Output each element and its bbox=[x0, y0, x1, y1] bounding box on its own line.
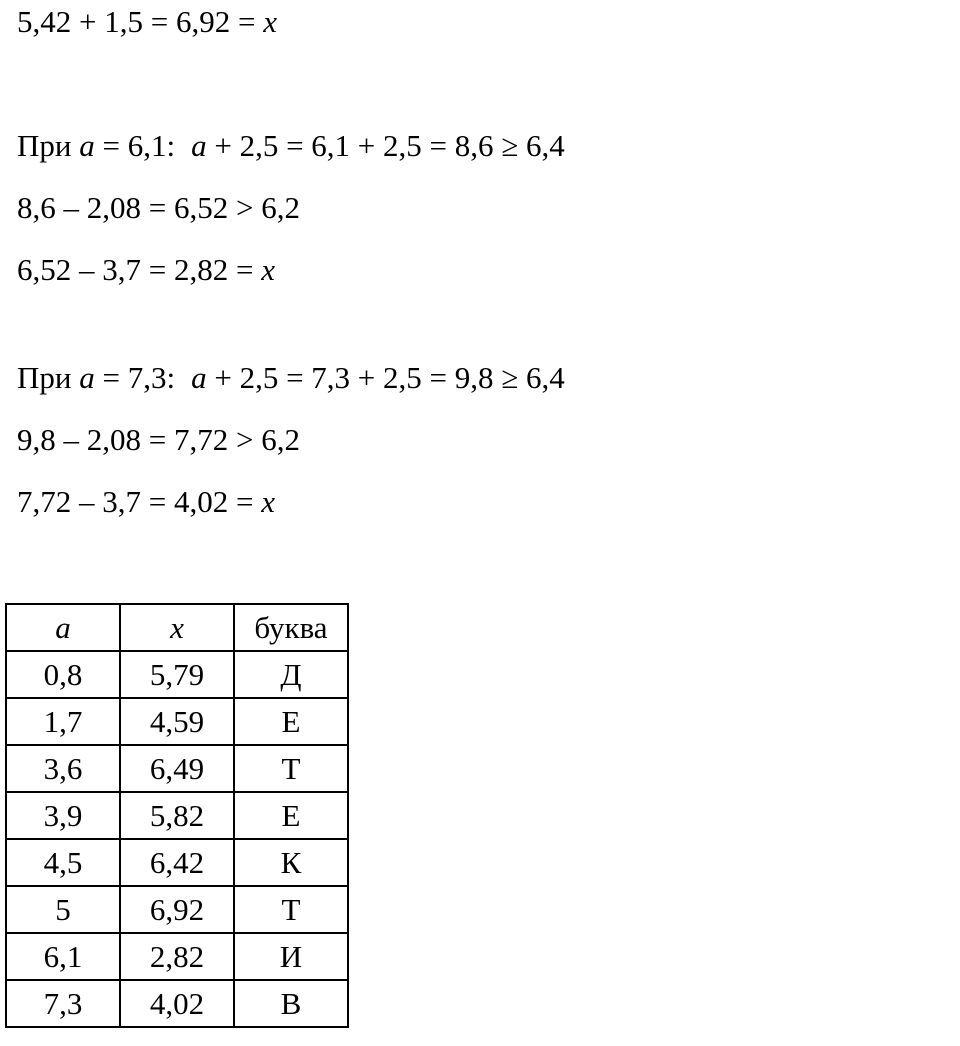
header-letter: буква bbox=[234, 604, 348, 651]
cell-letter: И bbox=[234, 933, 348, 980]
variable-a: a bbox=[191, 360, 207, 395]
cell-x: 5,79 bbox=[120, 651, 234, 698]
cell-x: 6,49 bbox=[120, 745, 234, 792]
equation-text: При bbox=[17, 128, 80, 163]
variable-a: a bbox=[79, 360, 95, 395]
cell-letter: Е bbox=[234, 698, 348, 745]
table-row bbox=[6, 745, 348, 792]
cell-a: 6,1 bbox=[6, 933, 120, 980]
equation-text: 8,6 – 2,08 = 6,52 > 6,2 bbox=[17, 190, 300, 225]
cell-a: 3,6 bbox=[6, 745, 120, 792]
cell-letter: К bbox=[234, 839, 348, 886]
equation-text: + 2,5 = 6,1 + 2,5 = 8,6 ≥ 6,4 bbox=[206, 128, 565, 163]
equation-line-5 bbox=[17, 362, 565, 393]
variable-a: a bbox=[191, 128, 207, 163]
variable-x: x bbox=[261, 252, 275, 287]
header-x: x bbox=[120, 604, 234, 651]
cell-letter: В bbox=[234, 980, 348, 1027]
equation-line-3 bbox=[17, 192, 300, 223]
equation-text: 7,72 – 3,7 = 4,02 = bbox=[17, 484, 262, 519]
header-a: a bbox=[6, 604, 120, 651]
cell-letter: Е bbox=[234, 792, 348, 839]
equation-text: 5,42 + 1,5 = 6,92 = bbox=[17, 4, 264, 39]
equation-line-6 bbox=[17, 424, 300, 455]
table-row bbox=[6, 839, 348, 886]
cell-letter: Т bbox=[234, 886, 348, 933]
table-row bbox=[6, 933, 348, 980]
equation-line-4 bbox=[17, 254, 275, 285]
equation-text: 9,8 – 2,08 = 7,72 > 6,2 bbox=[17, 422, 300, 457]
cell-x: 2,82 bbox=[120, 933, 234, 980]
cell-x: 6,42 bbox=[120, 839, 234, 886]
cell-letter: Д bbox=[234, 651, 348, 698]
cell-x: 4,02 bbox=[120, 980, 234, 1027]
equation-line-1 bbox=[17, 6, 277, 37]
table-header-row bbox=[6, 604, 348, 651]
cell-a: 0,8 bbox=[6, 651, 120, 698]
table-row bbox=[6, 980, 348, 1027]
cell-a: 3,9 bbox=[6, 792, 120, 839]
results-table bbox=[5, 603, 349, 1028]
table-row bbox=[6, 792, 348, 839]
variable-x: x bbox=[263, 4, 277, 39]
table-row bbox=[6, 886, 348, 933]
equation-text: 6,52 – 3,7 = 2,82 = bbox=[17, 252, 262, 287]
equation-text: При bbox=[17, 360, 80, 395]
cell-x: 6,92 bbox=[120, 886, 234, 933]
cell-x: 4,59 bbox=[120, 698, 234, 745]
variable-a: a bbox=[79, 128, 95, 163]
cell-a: 5 bbox=[6, 886, 120, 933]
equation-text: + 2,5 = 7,3 + 2,5 = 9,8 ≥ 6,4 bbox=[206, 360, 565, 395]
table-row bbox=[6, 698, 348, 745]
cell-a: 1,7 bbox=[6, 698, 120, 745]
equation-text: = 6,1: bbox=[94, 128, 176, 163]
equation-line-7 bbox=[17, 486, 275, 517]
table-row bbox=[6, 651, 348, 698]
cell-a: 7,3 bbox=[6, 980, 120, 1027]
variable-x: x bbox=[261, 484, 275, 519]
equation-text: = 7,3: bbox=[94, 360, 176, 395]
cell-a: 4,5 bbox=[6, 839, 120, 886]
equation-line-2 bbox=[17, 130, 565, 161]
cell-x: 5,82 bbox=[120, 792, 234, 839]
cell-letter: Т bbox=[234, 745, 348, 792]
